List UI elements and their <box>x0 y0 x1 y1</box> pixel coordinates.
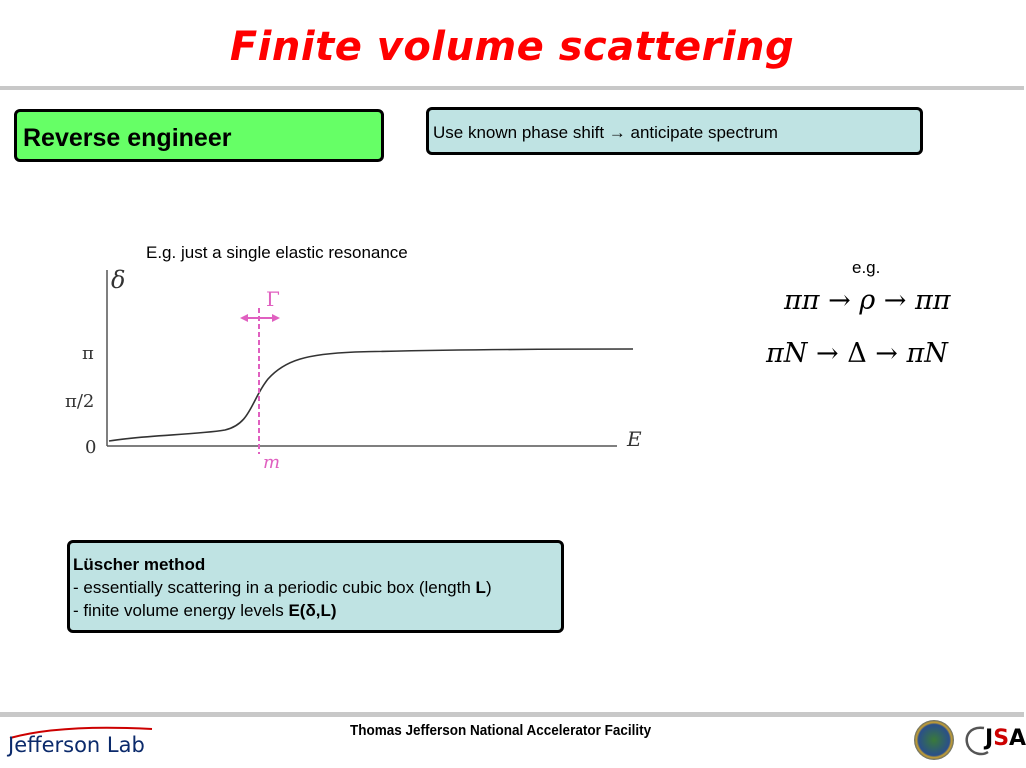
eq2-arrow-1: → <box>815 338 839 369</box>
phase-shift-box <box>426 107 923 155</box>
doe-seal-icon <box>914 720 954 760</box>
eq2-initial: πN <box>766 338 808 369</box>
luscher-line-1-suffix: ) <box>485 578 492 597</box>
eq2-resonance: Δ <box>847 338 867 369</box>
bottom-divider <box>0 712 1024 717</box>
reverse-engineer-box <box>14 109 384 162</box>
box-length-symbol: L <box>475 578 486 597</box>
eq2-arrow-2: → <box>875 338 898 369</box>
footer-institution: Thomas Jefferson National Accelerator Facility <box>350 722 652 739</box>
width-arrow-right-head <box>272 314 280 322</box>
luscher-heading: Lüscher method <box>73 555 206 574</box>
jefferson-lab-logo: Jefferson Lab <box>8 733 145 757</box>
top-divider <box>0 86 1024 90</box>
luscher-line-2-text: - finite volume energy levels <box>73 601 289 620</box>
delta-decay-equation <box>766 338 948 369</box>
jsa-a: A <box>1009 726 1026 751</box>
slide-title: Finite volume scattering <box>229 24 795 70</box>
width-arrow-left-head <box>240 314 248 322</box>
luscher-line-1 <box>73 576 561 599</box>
tick-label-pi-half: π/2 <box>65 391 95 412</box>
tick-label-pi: π <box>82 343 94 364</box>
rho-decay-equation <box>784 285 951 316</box>
reverse-engineer-label: Reverse engineer <box>23 124 232 152</box>
luscher-method-box <box>67 540 564 633</box>
energy-levels-symbol: E(δ,L) <box>288 601 337 620</box>
x-axis-symbol: E <box>627 427 642 451</box>
luscher-line-1-text: - essentially scattering in a periodic cubic box (length <box>73 578 476 597</box>
jsa-s: S <box>993 726 1010 751</box>
phase-shift-plot <box>55 260 655 480</box>
tick-label-zero: 0 <box>85 437 97 458</box>
y-axis-symbol: δ <box>111 266 126 294</box>
luscher-line-2 <box>73 599 561 622</box>
mass-label: m <box>263 452 281 473</box>
eq2-final: πN <box>906 338 948 369</box>
eq1-arrow-1: → <box>828 285 851 316</box>
eq1-initial: ππ <box>784 285 820 316</box>
jsa-j: J <box>985 726 994 751</box>
eq1-final: ππ <box>915 285 951 316</box>
examples-label: e.g. <box>852 258 881 277</box>
resonance-curve <box>109 349 633 441</box>
jsa-logo <box>985 726 1026 751</box>
width-label: Γ <box>266 287 280 311</box>
phase-shift-text: Use known phase shift → anticipate spectrum <box>433 123 778 142</box>
eq1-resonance: ρ <box>859 285 876 316</box>
eq1-arrow-2: → <box>883 285 907 316</box>
plot-caption: E.g. just a single elastic resonance <box>146 243 408 262</box>
